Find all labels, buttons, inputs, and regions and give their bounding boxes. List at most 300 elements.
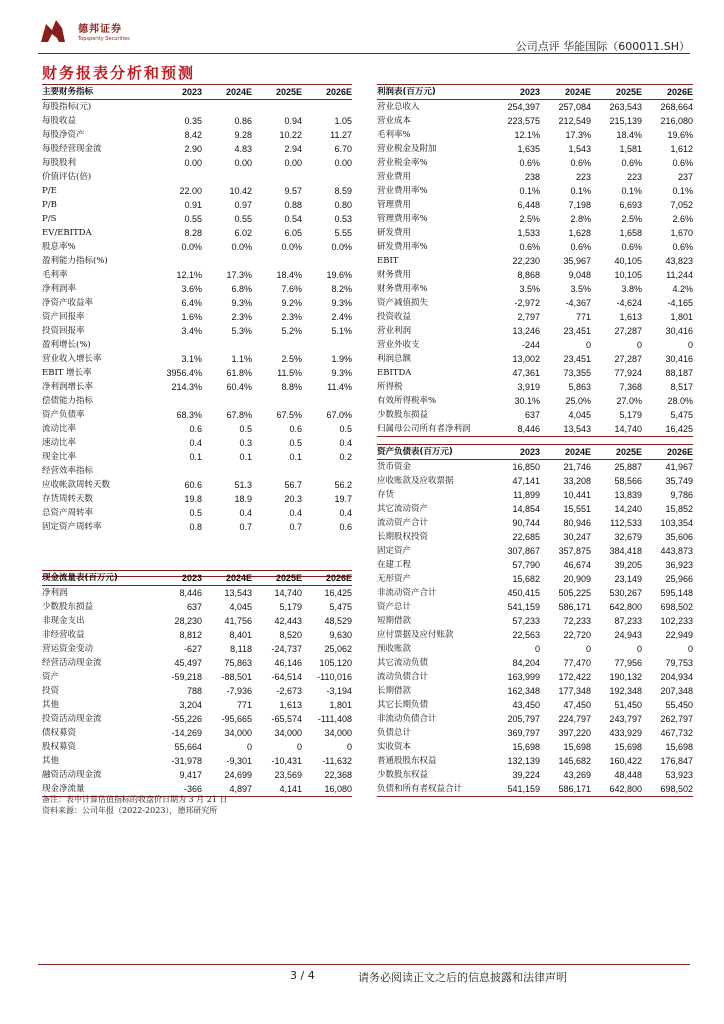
row-label: 资产负债率	[42, 410, 85, 420]
cell-value: 13,543	[224, 588, 252, 598]
cell-value: 637	[186, 602, 202, 612]
row-label: 资产减值损失	[377, 298, 429, 308]
cell-value: -24,737	[271, 644, 302, 654]
cell-value: 698,502	[660, 602, 693, 612]
cell-value: 1,635	[517, 144, 540, 154]
cell-value: 28.0%	[667, 396, 693, 406]
cell-value: 67.5%	[276, 410, 302, 420]
cell-value: 0.88	[284, 200, 302, 210]
table-row	[377, 394, 693, 408]
table-row	[42, 698, 352, 712]
table-row	[42, 268, 352, 282]
table-row	[42, 436, 352, 450]
cell-value: 53,923	[665, 770, 693, 780]
cell-value: 11,244	[666, 270, 693, 280]
cell-value: 1,543	[568, 144, 591, 154]
cell-value: 36,923	[665, 560, 693, 570]
cell-value: 0	[585, 644, 591, 654]
balance-sheet-col-header: 2024E	[540, 445, 591, 460]
row-label: 融资活动现金流	[42, 770, 102, 780]
cell-value: 41,756	[224, 616, 252, 626]
balance-sheet-title: 资产负债表(百万元)	[377, 445, 489, 460]
table-row	[377, 670, 693, 684]
table-row	[377, 572, 693, 586]
cell-value	[252, 100, 302, 115]
cell-value: 55,450	[665, 700, 693, 710]
cell-value	[202, 464, 252, 478]
cell-value: 0.6%	[570, 158, 591, 168]
cell-value: 8,520	[279, 630, 302, 640]
cell-value: 7,052	[670, 200, 693, 210]
cell-value: 9,786	[670, 490, 693, 500]
table-row	[42, 338, 352, 352]
cell-value	[302, 464, 352, 478]
table-row	[42, 548, 352, 562]
cell-value: 0.3	[239, 438, 252, 448]
row-label: 投资活动现金流	[42, 714, 102, 724]
cell-value: 7,198	[568, 200, 591, 210]
table-row	[42, 324, 352, 338]
row-label: 预收账款	[377, 644, 412, 654]
cell-value: 56.7	[284, 480, 302, 490]
table-row	[377, 240, 693, 254]
row-label: 净利润率	[42, 284, 77, 294]
cell-value: 9,048	[568, 270, 591, 280]
cell-value: 3956.4%	[166, 368, 202, 378]
cell-value: 9.3%	[331, 368, 352, 378]
cell-value: 55,664	[174, 742, 202, 752]
cell-value: 35,749	[665, 476, 693, 486]
cell-value: 1.6%	[181, 312, 202, 322]
cell-value: 43,269	[563, 770, 591, 780]
row-label: 存货	[377, 490, 395, 500]
cell-value: 1,670	[670, 228, 693, 238]
cell-value: -110,016	[317, 672, 352, 682]
row-label: 净资产收益率	[42, 298, 94, 308]
cell-value: 0.1%	[621, 186, 642, 196]
cell-value: 0.6%	[672, 242, 693, 252]
cell-value: 9.28	[234, 130, 252, 140]
cell-value: 103,354	[660, 518, 693, 528]
table-row	[42, 520, 352, 534]
row-label: 货币资金	[377, 462, 412, 472]
row-label: EBIT 增长率	[42, 368, 92, 378]
cell-value: 0.00	[234, 158, 252, 168]
cell-value: 160,422	[609, 756, 642, 766]
row-label: 应收账款及应收票据	[377, 476, 454, 486]
cell-value: -31,978	[171, 756, 202, 766]
cell-value: 8,446	[179, 588, 202, 598]
company-logo-icon	[38, 16, 68, 46]
cell-value: 39,224	[512, 770, 540, 780]
row-label: 其它流动负债	[377, 658, 429, 668]
row-label: EV/EBITDA	[42, 228, 92, 238]
table-row	[42, 450, 352, 464]
row-label: EBITDA	[377, 368, 412, 378]
row-label: 净利润增长率	[42, 382, 94, 392]
logo-text-cn: 德邦证券	[78, 24, 122, 35]
row-label: 每股股利	[42, 158, 77, 168]
cell-value: 433,929	[609, 728, 642, 738]
cell-value: 12.1%	[514, 130, 540, 140]
row-label: 非流动负债合计	[377, 714, 437, 724]
row-label: 所得税	[377, 382, 403, 392]
cell-value: 0.8	[189, 522, 202, 532]
row-label: 固定资产	[377, 546, 412, 556]
cell-value: 11.4%	[327, 382, 352, 392]
cell-value: 771	[236, 700, 252, 710]
row-label: 在建工程	[377, 560, 412, 570]
cell-value: 5,475	[670, 410, 693, 420]
row-label: 盈利能力指标(%)	[42, 256, 108, 266]
cell-value: 0.7	[239, 522, 252, 532]
cell-value: 8,517	[670, 382, 693, 392]
cell-value: 60.4%	[226, 382, 252, 392]
cell-value: 0.0%	[181, 242, 202, 252]
cell-value: 162,348	[507, 686, 540, 696]
cell-value: 214.3%	[171, 382, 202, 392]
cell-value: 16,425	[324, 588, 352, 598]
cell-value: 0.1%	[570, 186, 591, 196]
table-row	[377, 254, 693, 268]
main-indicators-header-row	[42, 85, 352, 100]
cash-flow-header-row	[42, 571, 352, 586]
table-row	[377, 726, 693, 740]
cell-value: 190,132	[609, 672, 642, 682]
cell-value: 10.22	[279, 130, 302, 140]
cell-value: 369,797	[507, 728, 540, 738]
cell-value: 17.3%	[565, 130, 591, 140]
cell-value	[252, 394, 302, 408]
row-label: 股息率%	[42, 242, 76, 252]
table-row	[42, 352, 352, 366]
cell-value: 397,220	[558, 728, 591, 738]
cell-value: 0.1%	[672, 186, 693, 196]
disclaimer: 请务必阅读正文之后的信息披露和法律声明	[358, 971, 567, 984]
cell-value: 8,446	[489, 422, 540, 437]
cell-value: 0.55	[234, 214, 252, 224]
cell-value: 0.1	[289, 452, 302, 462]
cell-value	[252, 338, 302, 352]
row-label: 资产回报率	[42, 312, 85, 322]
cell-value: 0.4	[239, 508, 252, 518]
cell-value: 2.5%	[519, 214, 540, 224]
cell-value: 84,204	[512, 658, 540, 668]
table-row	[377, 600, 693, 614]
cell-value: 35,606	[665, 532, 693, 542]
cell-value: 112,533	[610, 518, 642, 528]
cell-value: 5,179	[619, 410, 642, 420]
row-label: 价值评估(倍)	[42, 172, 92, 182]
row-label: 速动比率	[42, 438, 77, 448]
cell-value: 24,943	[614, 630, 642, 640]
cell-value: 47,141	[512, 476, 540, 486]
row-label: P/E	[42, 186, 57, 196]
cell-value	[152, 254, 202, 268]
cell-value: 16,080	[302, 782, 352, 797]
cell-value: 0.2	[339, 452, 352, 462]
table-row	[42, 464, 352, 478]
cell-value	[302, 394, 352, 408]
row-label: 管理费用	[377, 200, 412, 210]
cell-value: 22,685	[512, 532, 540, 542]
row-label: EBIT	[377, 256, 399, 266]
table-row	[42, 656, 352, 670]
cell-value: 14,240	[614, 504, 642, 514]
cell-value: 56.2	[334, 480, 352, 490]
cell-value: 2.90	[184, 144, 202, 154]
cell-value: 8.2%	[331, 284, 352, 294]
cell-value: 19.6%	[667, 130, 693, 140]
cell-value: 0.0%	[231, 242, 252, 252]
cell-value: 18.9	[234, 494, 252, 504]
cell-value: 22,949	[665, 630, 693, 640]
cell-value: 0.4	[189, 438, 202, 448]
cell-value: 8.59	[334, 186, 352, 196]
table-row	[377, 768, 693, 782]
table-row	[377, 408, 693, 422]
cell-value	[152, 394, 202, 408]
cell-value: 0.80	[334, 200, 352, 210]
cell-value: 788	[186, 686, 202, 696]
cell-value: 9.57	[284, 186, 302, 196]
cell-value: 0.53	[334, 214, 352, 224]
cell-value: 6,448	[517, 200, 540, 210]
row-label: 营业利润	[377, 326, 412, 336]
table-row	[42, 184, 352, 198]
cell-value: 7,368	[619, 382, 642, 392]
cell-value	[152, 338, 202, 352]
row-label: 营业费用率%	[377, 186, 428, 196]
cell-value: 21,746	[563, 462, 591, 472]
cell-value: 0.1	[189, 452, 202, 462]
cell-value: 48,529	[324, 616, 352, 626]
table-row	[377, 530, 693, 544]
cell-value: 5,179	[279, 602, 302, 612]
table-row	[377, 614, 693, 628]
cell-value: 61.8%	[226, 368, 252, 378]
cell-value: 1,658	[619, 228, 642, 238]
cash-flow-col-header: 2024E	[202, 571, 252, 586]
cell-value: 48,448	[614, 770, 642, 780]
cell-value: 33,208	[563, 476, 591, 486]
table-row	[42, 534, 352, 548]
cell-value: 32,679	[614, 532, 642, 542]
cell-value: 20.3	[284, 494, 302, 504]
table-row	[377, 656, 693, 670]
cell-value: 3.8%	[621, 284, 642, 294]
cell-value: 223,575	[507, 116, 540, 126]
cell-value: 15,551	[563, 504, 591, 514]
cell-value: 0.6%	[621, 158, 642, 168]
cell-value: 77,924	[614, 368, 642, 378]
cell-value: 5.1%	[331, 326, 352, 336]
cell-value: 1,628	[568, 228, 591, 238]
row-label: 营业税金率%	[377, 158, 428, 168]
cell-value: 4,045	[568, 410, 591, 420]
cell-value: 8.42	[184, 130, 202, 140]
cell-value: 223	[575, 172, 591, 182]
cell-value: 75,863	[224, 658, 252, 668]
cell-value: 73,355	[563, 368, 591, 378]
cell-value: 254,397	[507, 102, 540, 112]
row-label: 投资	[42, 686, 60, 696]
cell-value: 642,800	[609, 602, 642, 612]
main-indicators-title: 主要财务指标	[42, 85, 152, 100]
cell-value: 307,867	[507, 546, 540, 556]
row-label: 毛利率%	[377, 130, 411, 140]
row-label	[42, 534, 152, 548]
cash-flow-col-header: 2023	[152, 571, 202, 586]
table-row	[42, 310, 352, 324]
cell-value: 30,416	[665, 354, 693, 364]
row-label: 资产总计	[377, 602, 412, 612]
cell-value: 0	[636, 644, 642, 654]
cell-value: 25.0%	[565, 396, 591, 406]
cell-value: 15,852	[665, 504, 693, 514]
cell-value: 3,919	[517, 382, 540, 392]
row-label: 经营活动现金流	[42, 658, 102, 668]
cell-value: 443,873	[660, 546, 693, 556]
cell-value: 172,422	[558, 672, 591, 682]
main-indicators-col-header: 2023	[152, 85, 202, 100]
cell-value: 1,533	[517, 228, 540, 238]
cell-value: 34,000	[274, 728, 302, 738]
row-label: 财务费用	[377, 270, 412, 280]
cell-value: 3,204	[179, 700, 202, 710]
cell-value	[252, 534, 302, 548]
cell-value: 0.1	[239, 452, 252, 462]
cell-value: 698,502	[642, 782, 693, 797]
cell-value: 105,120	[319, 658, 352, 668]
table-row	[377, 380, 693, 394]
balance-sheet-col-header: 2023	[489, 445, 540, 460]
cell-value: 23,569	[274, 770, 302, 780]
cell-value: 19.7	[334, 494, 352, 504]
cell-value: 541,159	[507, 602, 540, 612]
cell-value: 0.00	[184, 158, 202, 168]
cell-value: 9,630	[329, 630, 352, 640]
cell-value: 6.4%	[181, 298, 202, 308]
main-indicators-col-header: 2025E	[252, 85, 302, 100]
cell-value: 212,549	[558, 116, 591, 126]
row-label: 研发费用率%	[377, 242, 428, 252]
cell-value: 505,225	[558, 588, 591, 598]
balance-sheet-col-header: 2025E	[591, 445, 642, 460]
cell-value: 90,744	[512, 518, 540, 528]
cell-value: 57,233	[512, 616, 540, 626]
cell-value: 6.05	[284, 228, 302, 238]
cell-value: 0.35	[184, 116, 202, 126]
row-label: 流动资产合计	[377, 518, 429, 528]
row-label: 管理费用率%	[377, 214, 428, 224]
cell-value: 40,105	[614, 256, 642, 266]
row-label: 流动负债合计	[377, 672, 429, 682]
cell-value: 80,946	[563, 518, 591, 528]
table-row	[42, 740, 352, 754]
cell-value: 0.94	[284, 116, 302, 126]
row-label: 其他	[42, 700, 60, 710]
cell-value: 6.8%	[231, 284, 252, 294]
cell-value: 5.55	[334, 228, 352, 238]
cell-value: 15,698	[512, 742, 540, 752]
cell-value: 13,543	[540, 422, 591, 437]
row-label: 营业总收入	[377, 102, 420, 112]
balance-sheet-header-row	[377, 445, 693, 460]
cell-value: 87,233	[614, 616, 642, 626]
cell-value: 0.00	[334, 158, 352, 168]
table-row	[42, 170, 352, 184]
cell-value: -10,431	[271, 756, 302, 766]
row-label: 流动比率	[42, 424, 77, 434]
table-row	[377, 226, 693, 240]
cell-value: 163,999	[507, 672, 540, 682]
report-type: 公司点评 华能国际（600011.SH）	[515, 40, 690, 53]
table-row	[377, 198, 693, 212]
income-statement-col-header: 2026E	[642, 85, 693, 100]
table-row	[377, 100, 693, 115]
cell-value: 1.05	[334, 116, 352, 126]
cell-value: 637	[524, 410, 540, 420]
cell-value: 25,887	[614, 462, 642, 472]
cell-value	[202, 100, 252, 115]
main-indicators-col-header: 2026E	[302, 85, 352, 100]
cell-value: 0.6%	[621, 242, 642, 252]
cell-value: 1,612	[670, 144, 693, 154]
cell-value: 60.6	[184, 480, 202, 490]
cell-value: 4,897	[202, 782, 252, 797]
table-row	[377, 698, 693, 712]
cell-value: 0.1%	[519, 186, 540, 196]
row-label: P/B	[42, 200, 57, 210]
row-label: 其它长期负债	[377, 700, 429, 710]
table-row	[42, 628, 352, 642]
cell-value	[202, 254, 252, 268]
table-row	[377, 324, 693, 338]
cell-value: 8,868	[517, 270, 540, 280]
cell-value: -65,574	[271, 714, 302, 724]
cell-value: 0.6%	[672, 158, 693, 168]
cell-value: 2.8%	[570, 214, 591, 224]
cell-value	[252, 548, 302, 562]
table-row	[377, 782, 693, 797]
cell-value: 9,417	[179, 770, 202, 780]
table-row	[42, 380, 352, 394]
cell-value: 30,247	[563, 532, 591, 542]
table-row	[42, 142, 352, 156]
row-label: 营业收入增长率	[42, 354, 102, 364]
income-statement-title: 利润表(百万元)	[377, 85, 489, 100]
cell-value: 177,348	[558, 686, 591, 696]
cell-value	[202, 534, 252, 548]
row-label: 每股经营现金流	[42, 144, 102, 154]
row-label: 资产	[42, 672, 60, 682]
row-label: 现金净流量	[42, 782, 152, 797]
table-row	[377, 684, 693, 698]
cell-value: 17.3%	[226, 270, 252, 280]
cell-value: 102,233	[660, 616, 693, 626]
cell-value	[152, 464, 202, 478]
table-row	[377, 128, 693, 142]
row-label: 短期借款	[377, 616, 412, 626]
row-label: 财务费用率%	[377, 284, 428, 294]
cell-value: 18.4%	[276, 270, 302, 280]
row-label: 少数股东损益	[377, 410, 429, 420]
cell-value: 1,613	[619, 312, 642, 322]
cell-value: 0.6	[289, 424, 302, 434]
row-label: 负债总计	[377, 728, 412, 738]
row-label: 营运资金变动	[42, 644, 94, 654]
